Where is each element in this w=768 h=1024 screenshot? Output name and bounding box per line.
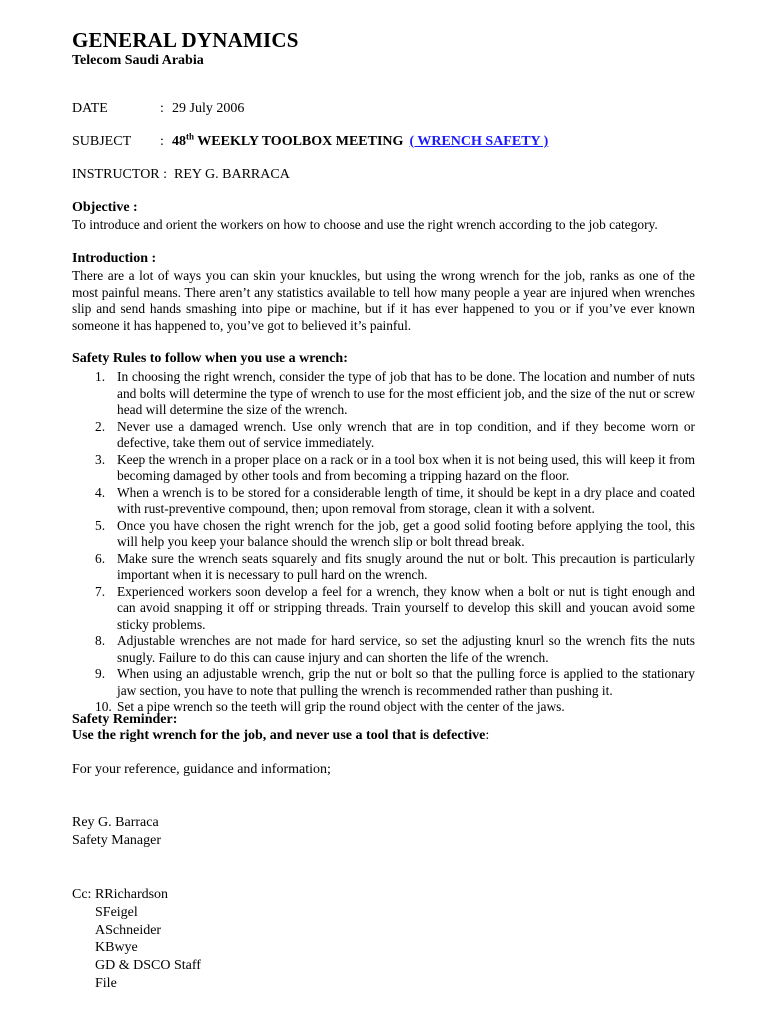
introduction-text: There are a lot of ways you can skin your knuckles, but using the wrong wrench for the job, ranks as one of the most painful means. There aren’t any statistics available to tell how many people a year are injured when wrenches slip and send hands smashing into pipe or machine, but if it has ever happened to you or if you’ve ever known someone it has happened to, you’ve got to believed it’s painful. bbox=[72, 268, 695, 333]
cc-recipient: RRichardson bbox=[94, 887, 169, 902]
list-item-text: When using an adjustable wrench, grip the nut or bolt so that the pulling force is applied to the stationary jaw section, you have to note that pulling the wrench is recommended rather than pushing it. bbox=[117, 666, 695, 698]
subject-title bbox=[172, 131, 404, 149]
list-item-number: 6. bbox=[95, 550, 106, 566]
list-item-number: 5. bbox=[95, 517, 106, 533]
list-item bbox=[72, 551, 695, 584]
signature-title: Safety Manager bbox=[72, 833, 162, 848]
list-item bbox=[72, 666, 695, 699]
objective-heading: Objective : bbox=[72, 200, 138, 215]
list-item-number: 2. bbox=[95, 418, 106, 434]
list-item-text: Experienced workers soon develop a feel for a wrench, they know when a bolt or nut is tight enough and can avoid snapping it off or stripping threads. Train yourself to develop this skill and youcan avoid some sticky problems. bbox=[117, 583, 695, 632]
list-item-number: 4. bbox=[95, 484, 106, 500]
instructor-label: INSTRUCTOR : bbox=[72, 167, 168, 182]
list-item-number: 7. bbox=[95, 583, 106, 599]
cc-recipient: KBwye bbox=[95, 940, 138, 956]
list-item bbox=[72, 452, 695, 485]
subject-text: WEEKLY TOOLBOX MEETING bbox=[194, 134, 404, 149]
safety-rules-heading: Safety Rules to follow when you use a wrench: bbox=[72, 351, 348, 366]
list-item-text: Set a pipe wrench so the teeth will grip the round object with the center of the jaws. bbox=[117, 699, 565, 714]
list-item bbox=[72, 369, 695, 419]
list-item bbox=[72, 584, 695, 634]
instructor-row bbox=[72, 167, 290, 183]
list-item-text: Keep the wrench in a proper place on a rack or in a tool box when it is not being used, this will keep it from becoming damaged by other tools and from becoming a tripping hazard on the floor. bbox=[117, 451, 695, 483]
subject-row bbox=[72, 131, 549, 150]
list-item-number: 3. bbox=[95, 451, 106, 467]
date-colon: : bbox=[160, 101, 164, 116]
reminder-colon: : bbox=[485, 728, 490, 743]
reminder-text: Use the right wrench for the job, and never use a tool that is defective bbox=[72, 728, 486, 743]
list-item bbox=[72, 633, 695, 666]
list-item-text: When a wrench is to be stored for a considerable length of time, it should be kept in a dry place and coated with rust-preventive compound, then; upon removal from storage, clean it with a solvent. bbox=[117, 484, 695, 516]
signature-name: Rey G. Barraca bbox=[72, 815, 159, 830]
list-item-text: Adjustable wrenches are not made for hard service, so set the adjusting knurl so the wrench fits the nuts snugly. Failure to do this can cause injury and can shorten the life of the wrench. bbox=[117, 633, 695, 665]
cc-recipient: ASchneider bbox=[95, 922, 162, 938]
company-name: GENERAL DYNAMICS bbox=[72, 28, 299, 52]
closing-line: For your reference, guidance and information; bbox=[72, 762, 331, 777]
safety-rules-list bbox=[72, 369, 695, 716]
list-item-number: 8. bbox=[95, 633, 106, 648]
list-item-text: In choosing the right wrench, consider the type of job that has to be done. The location and number of nuts and bolts will determine the type of wrench to use for the most efficient job, and the size of the nut or screw head will determine the size of the wrench. bbox=[117, 369, 695, 417]
cc-recipient: GD & DSCO Staff bbox=[95, 958, 201, 974]
cc-recipient: SFeigel bbox=[95, 904, 138, 920]
list-item bbox=[72, 485, 695, 518]
subject-colon: : bbox=[160, 134, 164, 149]
list-item bbox=[72, 419, 695, 452]
date-row bbox=[72, 101, 244, 117]
objective-text: To introduce and orient the workers on how to choose and use the right wrench according to the job category. bbox=[72, 217, 658, 232]
list-item-text: Make sure the wrench seats squarely and fits snugly around the nut or bolt. This precaution is particularly important when it is necessary to pull hard on the wrench. bbox=[117, 550, 695, 582]
subject-link[interactable]: ( WRENCH SAFETY ) bbox=[409, 134, 549, 149]
date-label: DATE bbox=[72, 101, 108, 116]
list-item-number: 10. bbox=[95, 699, 112, 714]
date-value: 29 July 2006 bbox=[172, 101, 245, 116]
company-division: Telecom Saudi Arabia bbox=[72, 53, 204, 68]
subject-number: 48 bbox=[172, 134, 186, 149]
list-item-number: 1. bbox=[95, 369, 106, 384]
cc-recipient: File bbox=[95, 975, 117, 991]
list-item-number: 9. bbox=[95, 666, 106, 681]
subject-ordinal: th bbox=[186, 131, 195, 142]
cc-list bbox=[72, 886, 201, 993]
safety-reminder-text bbox=[72, 728, 489, 744]
list-item-text: Once you have chosen the right wrench for the job, get a good solid footing before applying the tool, this will help you keep your balance should the wrench slip or bolt thread break. bbox=[117, 517, 695, 549]
cc-label: Cc: bbox=[72, 887, 95, 902]
list-item bbox=[72, 518, 695, 551]
cc-first-row bbox=[72, 886, 201, 904]
list-item-text: Never use a damaged wrench. Use only wrench that are in top condition, and if they become worn or defective, take them out of service immediately. bbox=[117, 418, 695, 450]
subject-label: SUBJECT bbox=[72, 134, 132, 149]
instructor-value: REY G. BARRACA bbox=[174, 167, 290, 182]
safety-reminder-heading: Safety Reminder: bbox=[72, 712, 178, 727]
introduction-heading: Introduction : bbox=[72, 251, 157, 266]
